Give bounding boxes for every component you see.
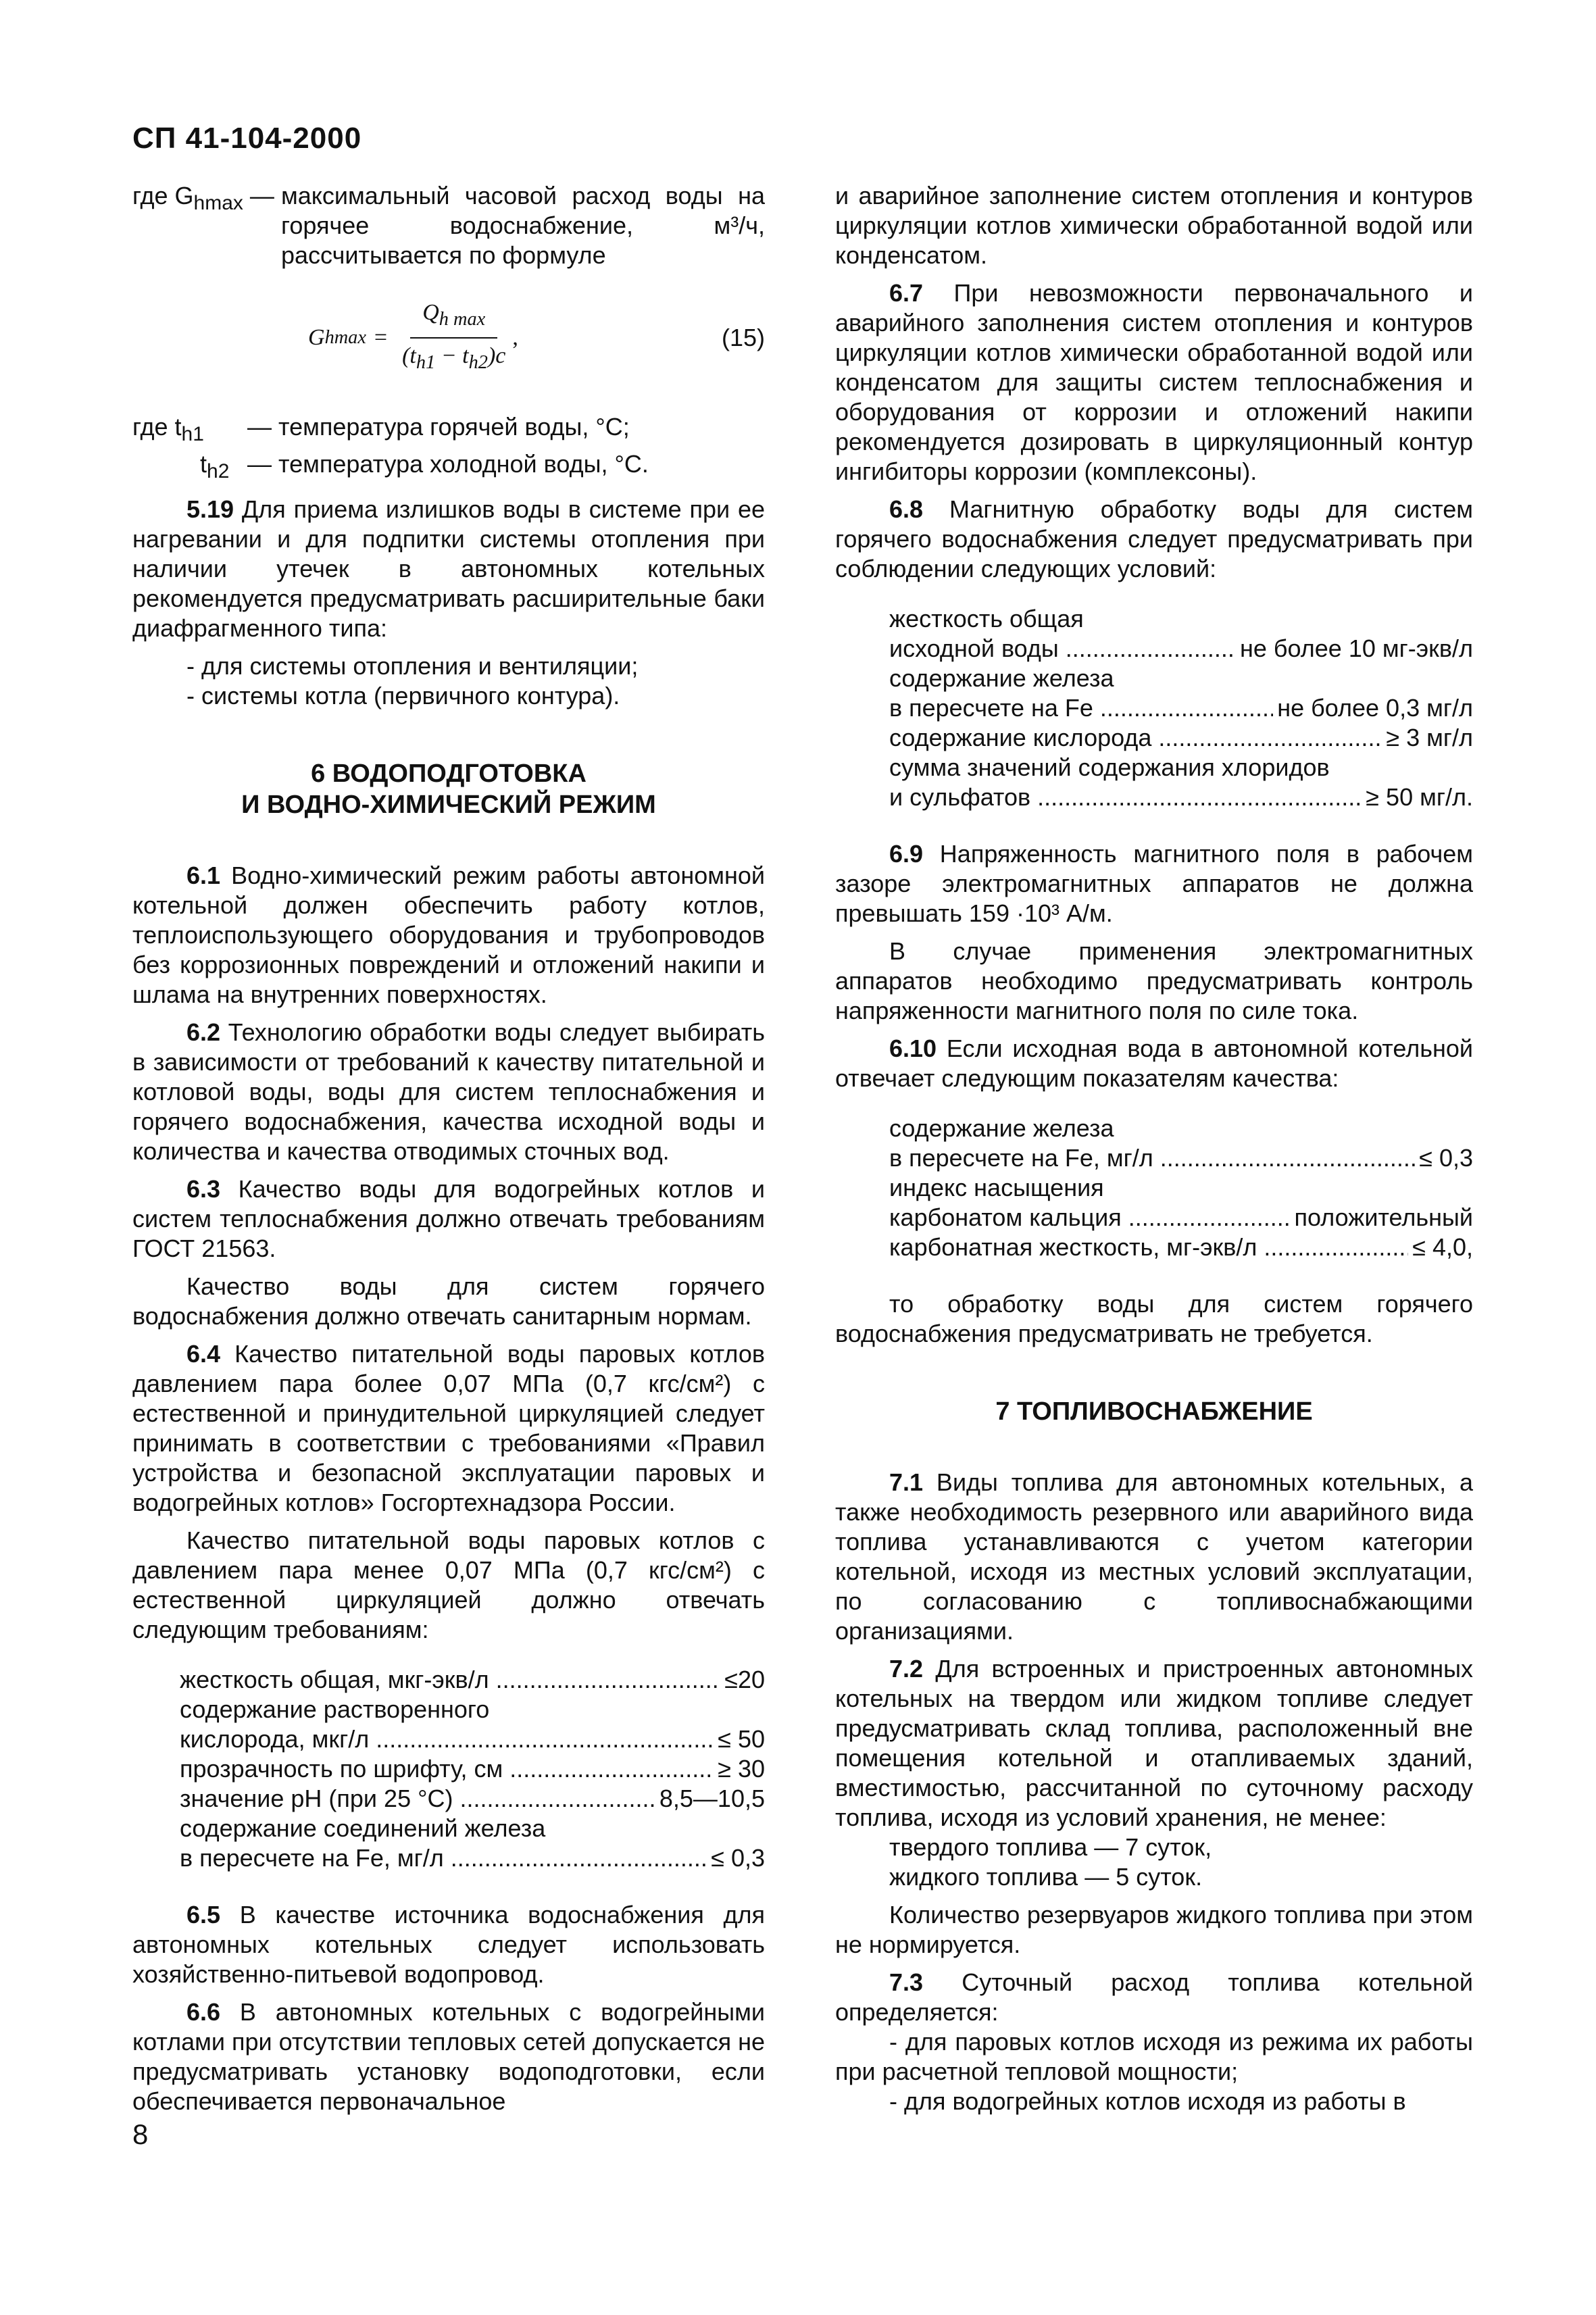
- right-column: [835, 181, 1473, 2124]
- clause-7-2: 7.2 Для встроенных и пристроенных автономных котельных на твердом или жидком топливе следует предусматривать склад топлива, расположенный вне помещения котельной и отапливаемых зданий, вместимостью, рассчитанной по суточному расходу топлива, исходя из условий хранения, не менее:: [835, 1655, 1473, 1831]
- list-item: в пересчете на Fe ..... не более 0,3 мг/л: [889, 693, 1473, 723]
- list-item: индекс насыщения: [889, 1174, 1104, 1201]
- requirements-list-6-4: [132, 1665, 765, 1873]
- definition-text: максимальный часовой расход воды на горячее водоснабжение, м³/ч, рассчитывается по формуле: [281, 182, 765, 269]
- clause-7-1: 7.1 Виды топлива для автономных котельных, а также необходимость резервного или аварийного вида топлива устанавливаются с учетом категории котельной, исходя из местных условий эксплуатации, по согласованию с топливоснабжающими организациями.: [835, 1468, 1473, 1645]
- clause-6-4: 6.4 Качество питательной воды паровых котлов давлением пара более 0,07 МПа (0,7 кгс/см²) с естественной и принудительной циркуляцией следует принимать в соответствии с требованиями «Правил устройства и безопасной эксплуатации паровых и водогрейных котлов» Госгортехнадзора России.: [132, 1340, 765, 1517]
- paragraph: Количество резервуаров жидкого топлива при этом не нормируется.: [835, 1901, 1473, 1958]
- list-item: жесткость общая, мкг-экв/л ..... ≤20: [180, 1665, 765, 1695]
- list-item: кислорода, мкг/л ..... ≤ 50: [180, 1724, 765, 1754]
- left-column: [132, 181, 765, 2124]
- conditions-list-6-8: [835, 604, 1473, 812]
- list-item: содержание соединений железа: [180, 1814, 546, 1843]
- list-item: содержание кислорода ..... ≥ 3 мг/л: [889, 723, 1473, 753]
- clause-6-3: 6.3 Качество воды для водогрейных котлов и систем теплоснабжения должно отвечать требованиям ГОСТ 21563.: [132, 1175, 765, 1263]
- paragraph: и аварийное заполнение систем отопления и контуров циркуляции котлов химически обработанной водой или конденсатом.: [835, 182, 1473, 269]
- indicators-list-6-10: [835, 1114, 1473, 1262]
- clause-6-9: 6.9 Напряженность магнитного поля в рабочем зазоре электромагнитных аппаратов не должна превышать 159 ·10³ А/м.: [835, 840, 1473, 927]
- definition-th2: $t_{h2}$ — температура холодной воды, °С.: [200, 450, 649, 483]
- paragraph: Качество воды для систем горячего водоснабжения должно отвечать санитарным нормам.: [132, 1272, 765, 1330]
- section-heading-7: 7 ТОПЛИВОСНАБЖЕНИЕ: [995, 1397, 1313, 1426]
- definition-th1: где $t_{h1}$ — температура горячей воды, °С;: [132, 413, 630, 446]
- list-item: в пересчете на Fe, мг/л ..... ≤ 0,3: [889, 1143, 1473, 1173]
- list-item: жидкого топлива — 5 суток.: [889, 1863, 1203, 1891]
- list-item: - системы котла (первичного контура).: [186, 682, 620, 710]
- clause-5-19: 5.19 Для приема излишков воды в системе при ее нагревании и для подпитки системы отопления при наличии утечек в автономных котельных рекомендуется предусматривать расширительные баки диафрагменного типа:: [132, 495, 765, 643]
- list-item: прозрачность по шрифту, см ..... ≥ 30: [180, 1754, 765, 1784]
- definition-g-hmax: где $G_{hmax}$ — максимальный часовой расход воды на горячее водоснабжение, м³/ч, рассчитывается по формуле: [132, 182, 765, 269]
- list-item: жесткость общая: [889, 605, 1084, 632]
- list-item: - для системы отопления и вентиляции;: [186, 652, 639, 680]
- list-item: - для водогрейных котлов исходя из работы в: [889, 2087, 1406, 2115]
- clause-6-8: 6.8 Магнитную обработку воды для систем горячего водоснабжения следует предусматривать при соблюдении следующих условий:: [835, 495, 1473, 582]
- list-item: и сульфатов ..... ≥ 50 мг/л.: [889, 782, 1473, 812]
- list-item: значение pH (при 25 °С) ..... 8,5—10,5: [180, 1784, 765, 1814]
- section-heading-6: 6 ВОДОПОДГОТОВКА И ВОДНО-ХИМИЧЕСКИЙ РЕЖИМ: [241, 760, 656, 820]
- clause-6-10: 6.10 Если исходная вода в автономной котельной отвечает следующим показателям качества:: [835, 1035, 1473, 1092]
- clause-6-7: 6.7 При невозможности первоначального и аварийного заполнения систем отопления и контуров циркуляции котлов химически обработанной водой или конденсатом для защиты систем теплоснабжения и оборудования от коррозии и отложений накипи рекомендуется дозировать в циркуляционный контур ингибиторы коррозии (комплексоны).: [835, 279, 1473, 485]
- list-item: карбонатом кальция ..... положительный: [889, 1203, 1473, 1233]
- list-item: в пересчете на Fe, мг/л ..... ≤ 0,3: [180, 1843, 765, 1873]
- clause-6-1: 6.1 Водно-химический режим работы автономной котельной должен обеспечить работу котлов, теплоиспользующего оборудования и трубопроводов без коррозионных повреждений и отложений накипи и шлама на внутренних поверхностях.: [132, 862, 765, 1009]
- paragraph: Качество питательной воды паровых котлов с давлением пара менее 0,07 МПа (0,7 кгс/см²) с естественной циркуляцией должно отвечать следующим требованиям:: [132, 1526, 765, 1644]
- document-code-header: СП 41-104-2000: [132, 122, 362, 155]
- formula-fraction: $\frac{Q_{h max}}{(t_{h1} - t_{h2})c}$: [402, 298, 505, 378]
- list-item: карбонатная жесткость, мг-экв/л ..... ≤ 4,0,: [889, 1233, 1473, 1262]
- list-item: сумма значений содержания хлоридов: [889, 753, 1330, 781]
- equation-number: (15): [721, 324, 765, 351]
- clause-6-6: 6.6 В автономных котельных с водогрейными котлами при отсутствии тепловых сетей допускается не предусматривать установку водоподготовки, если обеспечивается первоначальное: [132, 1998, 765, 2116]
- clause-6-5: 6.5 В качестве источника водоснабжения для автономных котельных следует использовать хозяйственно-питьевой водопровод.: [132, 1901, 765, 1989]
- list-item: исходной воды ..... не более 10 мг-экв/л: [889, 634, 1473, 664]
- list-item: содержание железа: [889, 664, 1114, 692]
- page-number: 8: [132, 2118, 149, 2150]
- list-item: твердого топлива — 7 суток,: [889, 1833, 1212, 1861]
- list-item: содержание растворенного: [180, 1695, 490, 1724]
- list-item: содержание железа: [889, 1114, 1114, 1142]
- clause-6-2: 6.2 Технологию обработки воды следует выбирать в зависимости от требований к качеству питательной и котловой воды, воды для систем теплоснабжения и горячего водоснабжения, качества исходной воды и количества и качества отводимых сточных вод.: [132, 1018, 765, 1166]
- formula-15: G hmax = $\frac{Q_{h max}}{(t_{h1} - t_{h2})c}$ , (15): [132, 297, 765, 378]
- list-item: - для паровых котлов исходя из режима их работы при расчетной тепловой мощности;: [835, 2028, 1473, 2085]
- clause-7-3: 7.3 Суточный расход топлива котельной определяется:: [835, 1968, 1473, 2026]
- paragraph: В случае применения электромагнитных аппаратов необходимо предусматривать контроль напряженности магнитного поля по силе тока.: [835, 937, 1473, 1024]
- paragraph: то обработку воды для систем горячего водоснабжения предусматривать не требуется.: [835, 1290, 1473, 1347]
